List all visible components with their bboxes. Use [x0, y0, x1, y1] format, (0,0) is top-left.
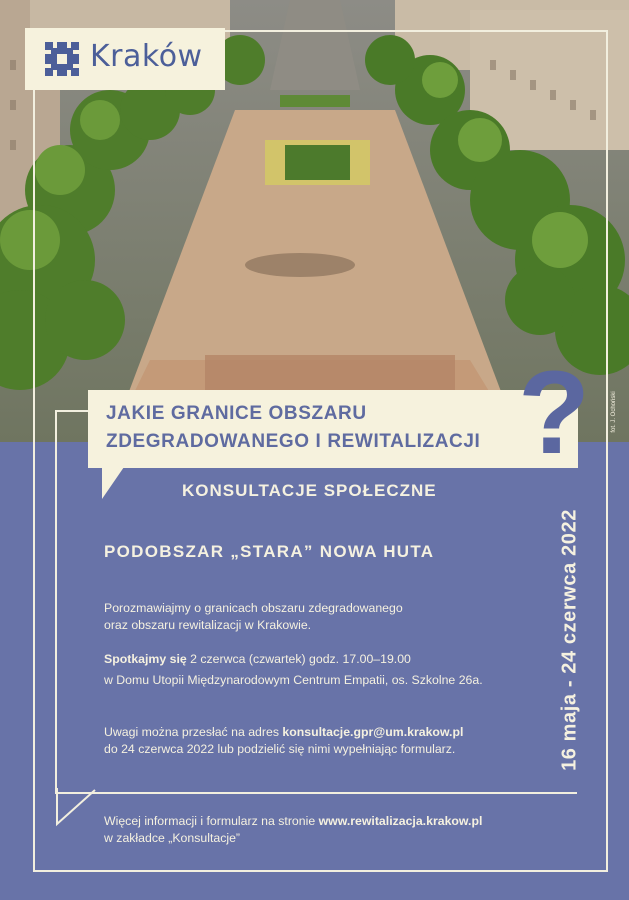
headline-line-1: JAKIE GRANICE OBSZARU — [106, 403, 367, 424]
headline-title — [106, 400, 480, 456]
comments-email-link[interactable]: konsultacje.gpr@um.krakow.pl — [282, 725, 464, 739]
date-range: 16 maja - 24 czerwca 2022 — [558, 509, 581, 771]
consultation-label: KONSULTACJE SPOŁECZNE — [182, 481, 437, 500]
intro-line-1: Porozmawiajmy o granicach obszaru zdegradowanego — [104, 601, 403, 615]
meeting-details: 2 czerwca (czwartek) godz. 17.00–19.00 — [186, 652, 411, 666]
subarea-title: PODOBSZAR „STARA” NOWA HUTA — [104, 542, 435, 561]
meeting-line-2: w Domu Utopii Międzynarodowym Centrum Empatii, os. Szkolne 26a. — [104, 673, 483, 687]
meeting-text — [104, 651, 483, 689]
more-info-line-2: w zakładce „Konsultacje” — [104, 831, 241, 845]
speech-frame-tail — [55, 788, 105, 828]
more-info-prefix: Więcej informacji i formularz na stronie — [104, 814, 319, 828]
question-mark: ? — [518, 347, 591, 479]
krakow-logo[interactable] — [25, 28, 225, 90]
headline-bubble-tail — [102, 467, 124, 499]
meeting-line-1 — [104, 651, 483, 668]
comments-prefix: Uwagi można przesłać na adres — [104, 725, 283, 739]
more-info-text — [104, 813, 482, 847]
intro-text — [104, 600, 403, 634]
logo-text: Kraków — [90, 39, 203, 74]
headline-bubble — [88, 390, 578, 468]
comments-line-2: do 24 czerwca 2022 lub podzielić się nimi wypełniając formularz. — [104, 742, 456, 756]
meeting-bold: Spotkajmy się — [104, 652, 187, 666]
photo-credit: fot. J. Ochoński — [611, 391, 617, 433]
more-info-line-1 — [104, 813, 482, 830]
comments-line-1 — [104, 724, 463, 741]
intro-line-2: oraz obszaru rewitalizacji w Krakowie. — [104, 618, 312, 632]
more-info-url-link[interactable]: www.rewitalizacja.krakow.pl — [318, 814, 483, 828]
headline-line-2: ZDEGRADOWANEGO I REWITALIZACJI — [106, 431, 481, 452]
comments-text — [104, 724, 463, 758]
krakow-logo-icon — [45, 42, 79, 76]
